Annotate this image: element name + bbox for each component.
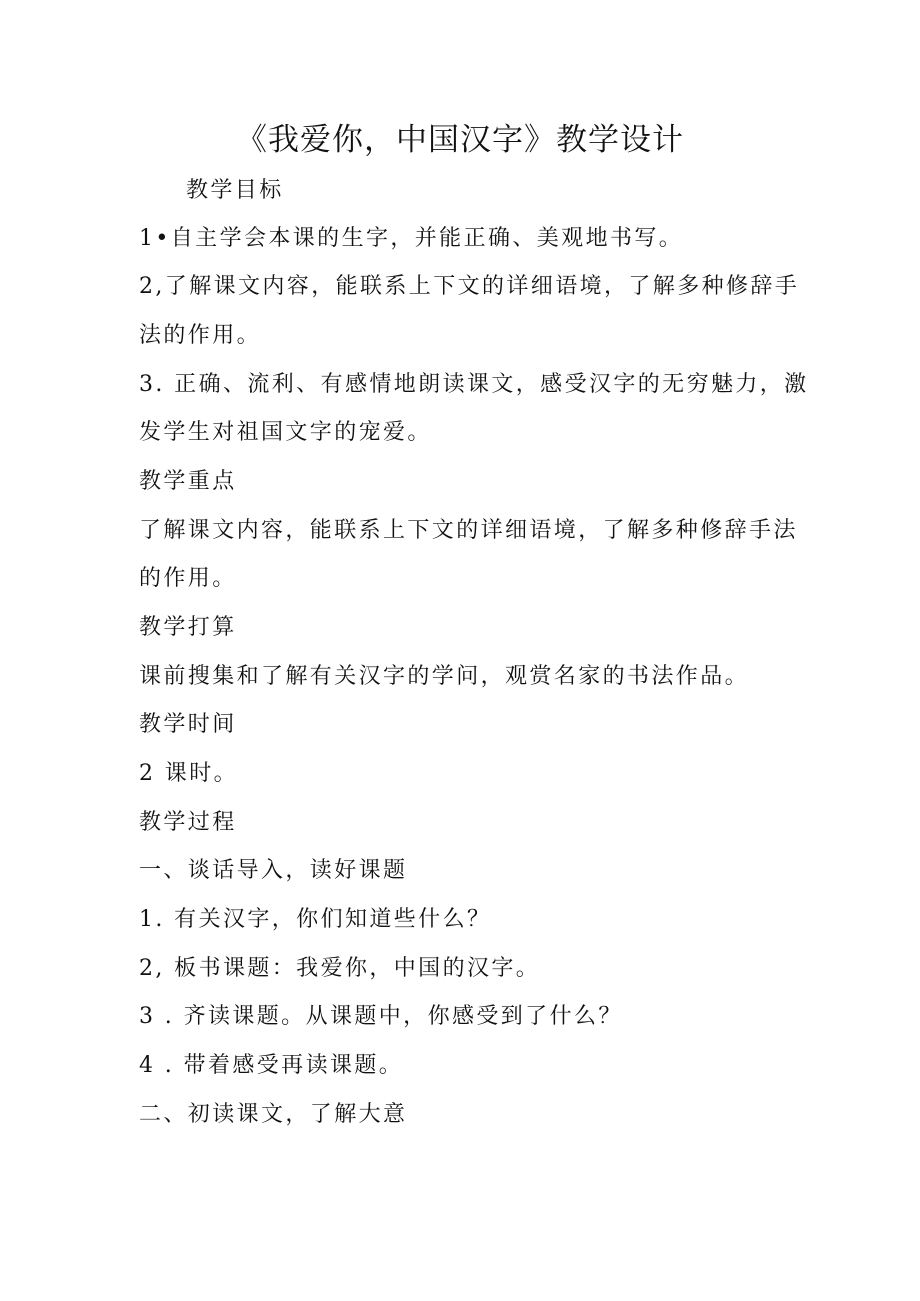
process-part1-item-1: 1. 有关汉字，你们知道些什么？	[139, 907, 492, 932]
prep-text: 课前搜集和了解有关汉字的学问，观赏名家的书法作品。	[139, 664, 750, 689]
goal-item-1: 1•自主学会本课的生字，并能正确、美观地书写。	[139, 226, 684, 251]
focus-heading: 教学重点	[139, 469, 237, 494]
document-title: 《我爱你，中国汉字》教学设计	[236, 122, 684, 158]
process-part1-item-4: 4 . 带着感受再读课题。	[139, 1053, 404, 1078]
focus-text-line-2: 的作用。	[139, 566, 237, 591]
time-heading: 教学时间	[139, 712, 237, 737]
process-part1-heading: 一、谈话导入，读好课题	[139, 858, 408, 883]
goal-item-2: 2,了解课文内容，能联系上下文的详细语境，了解多种修辞手	[139, 274, 800, 299]
goals-heading: 教学目标	[186, 178, 284, 203]
goal-item-2-continuation: 法的作用。	[139, 323, 262, 348]
process-part2-heading: 二、初读课文，了解大意	[139, 1102, 408, 1127]
prep-heading: 教学打算	[139, 615, 237, 640]
process-heading: 教学过程	[139, 810, 237, 835]
goal-item-3-continuation: 发学生对祖国文字的宠爱。	[139, 420, 432, 445]
focus-text-line-1: 了解课文内容，能联系上下文的详细语境，了解多种修辞手法	[139, 518, 798, 543]
goal-item-3: 3. 正确、流利、有感情地朗读课文，感受汉字的无穷魅力，激	[139, 372, 809, 397]
process-part1-item-2: 2, 板书课题：我爱你，中国的汉字。	[139, 956, 541, 981]
process-part1-item-3: 3 . 齐读课题。从课题中，你感受到了什么？	[139, 1004, 623, 1029]
time-text: 2 课时。	[139, 761, 238, 786]
